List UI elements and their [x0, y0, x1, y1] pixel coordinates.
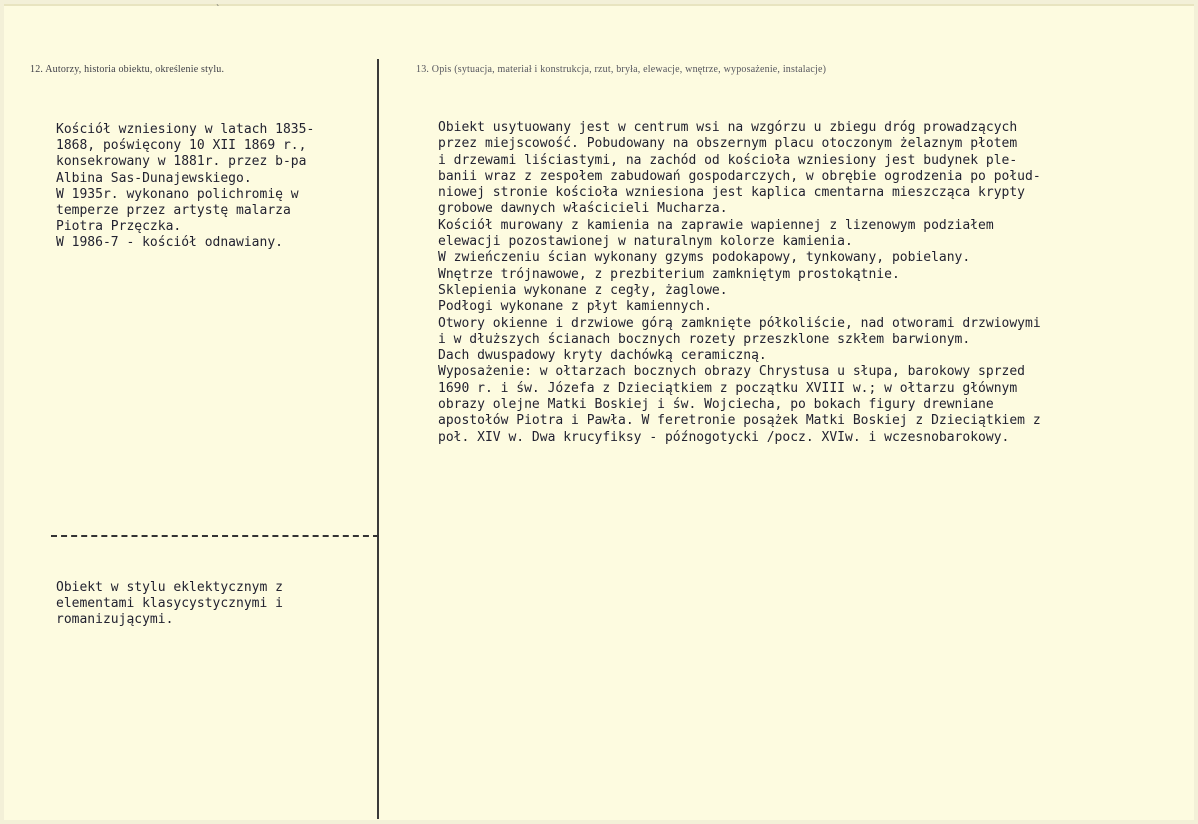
history-text: Kościół wzniesiony w latach 1835- 1868, poświęcony 10 XII 1869 r., konsekrowany w 1881r. przez b-pa Albina Sas-Dunajewskiego. W 1935r. wykonano polichromię w temperze przez artystę malarza Piotra Przęczka. W 1986-7 - kościół odnawiany.: [56, 122, 315, 251]
description-text: Obiekt usytuowany jest w centrum wsi na wzgórzu u zbiegu dróg prowadzących przez miejscowość. Pobudowany na obszernym placu otoczonym żelaznym płotem i drzewami liściastymi, na zachód od kościoła wzniesiony jest budynek ple- banii wraz z zespołem zabudowań gospodarczych, w obrębie ogrodzenia po połud- niowej stronie kościoła wzniesiona jest kaplica cmentarna mieszcząca krypty grobowe dawnych właścicieli Mucharza. Kościół murowany z kamienia na zaprawie wapiennej z lizenowym podziałem elewacji pozostawionej w naturalnym kolorze kamienia. W zwieńczeniu ścian wykonany gzyms podokapowy, tynkowany, pobielany. Wnętrze trójnawowe, z prezbiterium zamkniętym prostokątnie. Sklepienia wykonane z cegły, żaglowe. Podłogi wykonane z płyt kamiennych. Otwory okienne i drzwiowe górą zamknięte półkoliście, nad otworami drzwiowymi i w dłuższych ścianach bocznych rozety przeszklone szkłem barwionym. Dach dwuspadowy kryty dachówką ceramiczną. Wyposażenie: w ołtarzach bocznych obrazy Chrystusa u słupa, barokowy sprzed 1690 r. i św. Józefa z Dzieciątkiem z początku XVIII w.; w ołtarzu głównym obrazy olejne Matki Boskiej i św. Wojciecha, po bokach figury drewniane apostołów Piotra i Pawła. W feretronie posążek Matki Boskiej z Dzieciątkiem z poł. XIV w. Dwa krucyfiksy - późnogotycki /pocz. XVIw. i wczesnobarokowy.: [438, 120, 1041, 445]
section-13-label: 13. Opis (sytuacja, materiał i konstrukcja, rzut, bryła, elewacje, wnętrze, wyposażenie, instalacje): [416, 64, 827, 75]
dashed-separator: [51, 535, 379, 537]
section-12-label: 12. Autorzy, historia obiektu, określenie stylu.: [30, 64, 225, 75]
stray-mark: `: [216, 4, 220, 15]
inventory-card: [4, 4, 1194, 820]
card-top-edge: [4, 4, 1194, 6]
column-divider: [377, 59, 379, 819]
style-text: Obiekt w stylu eklektycznym z elementami klasycystycznymi i romanizującymi.: [56, 580, 283, 628]
